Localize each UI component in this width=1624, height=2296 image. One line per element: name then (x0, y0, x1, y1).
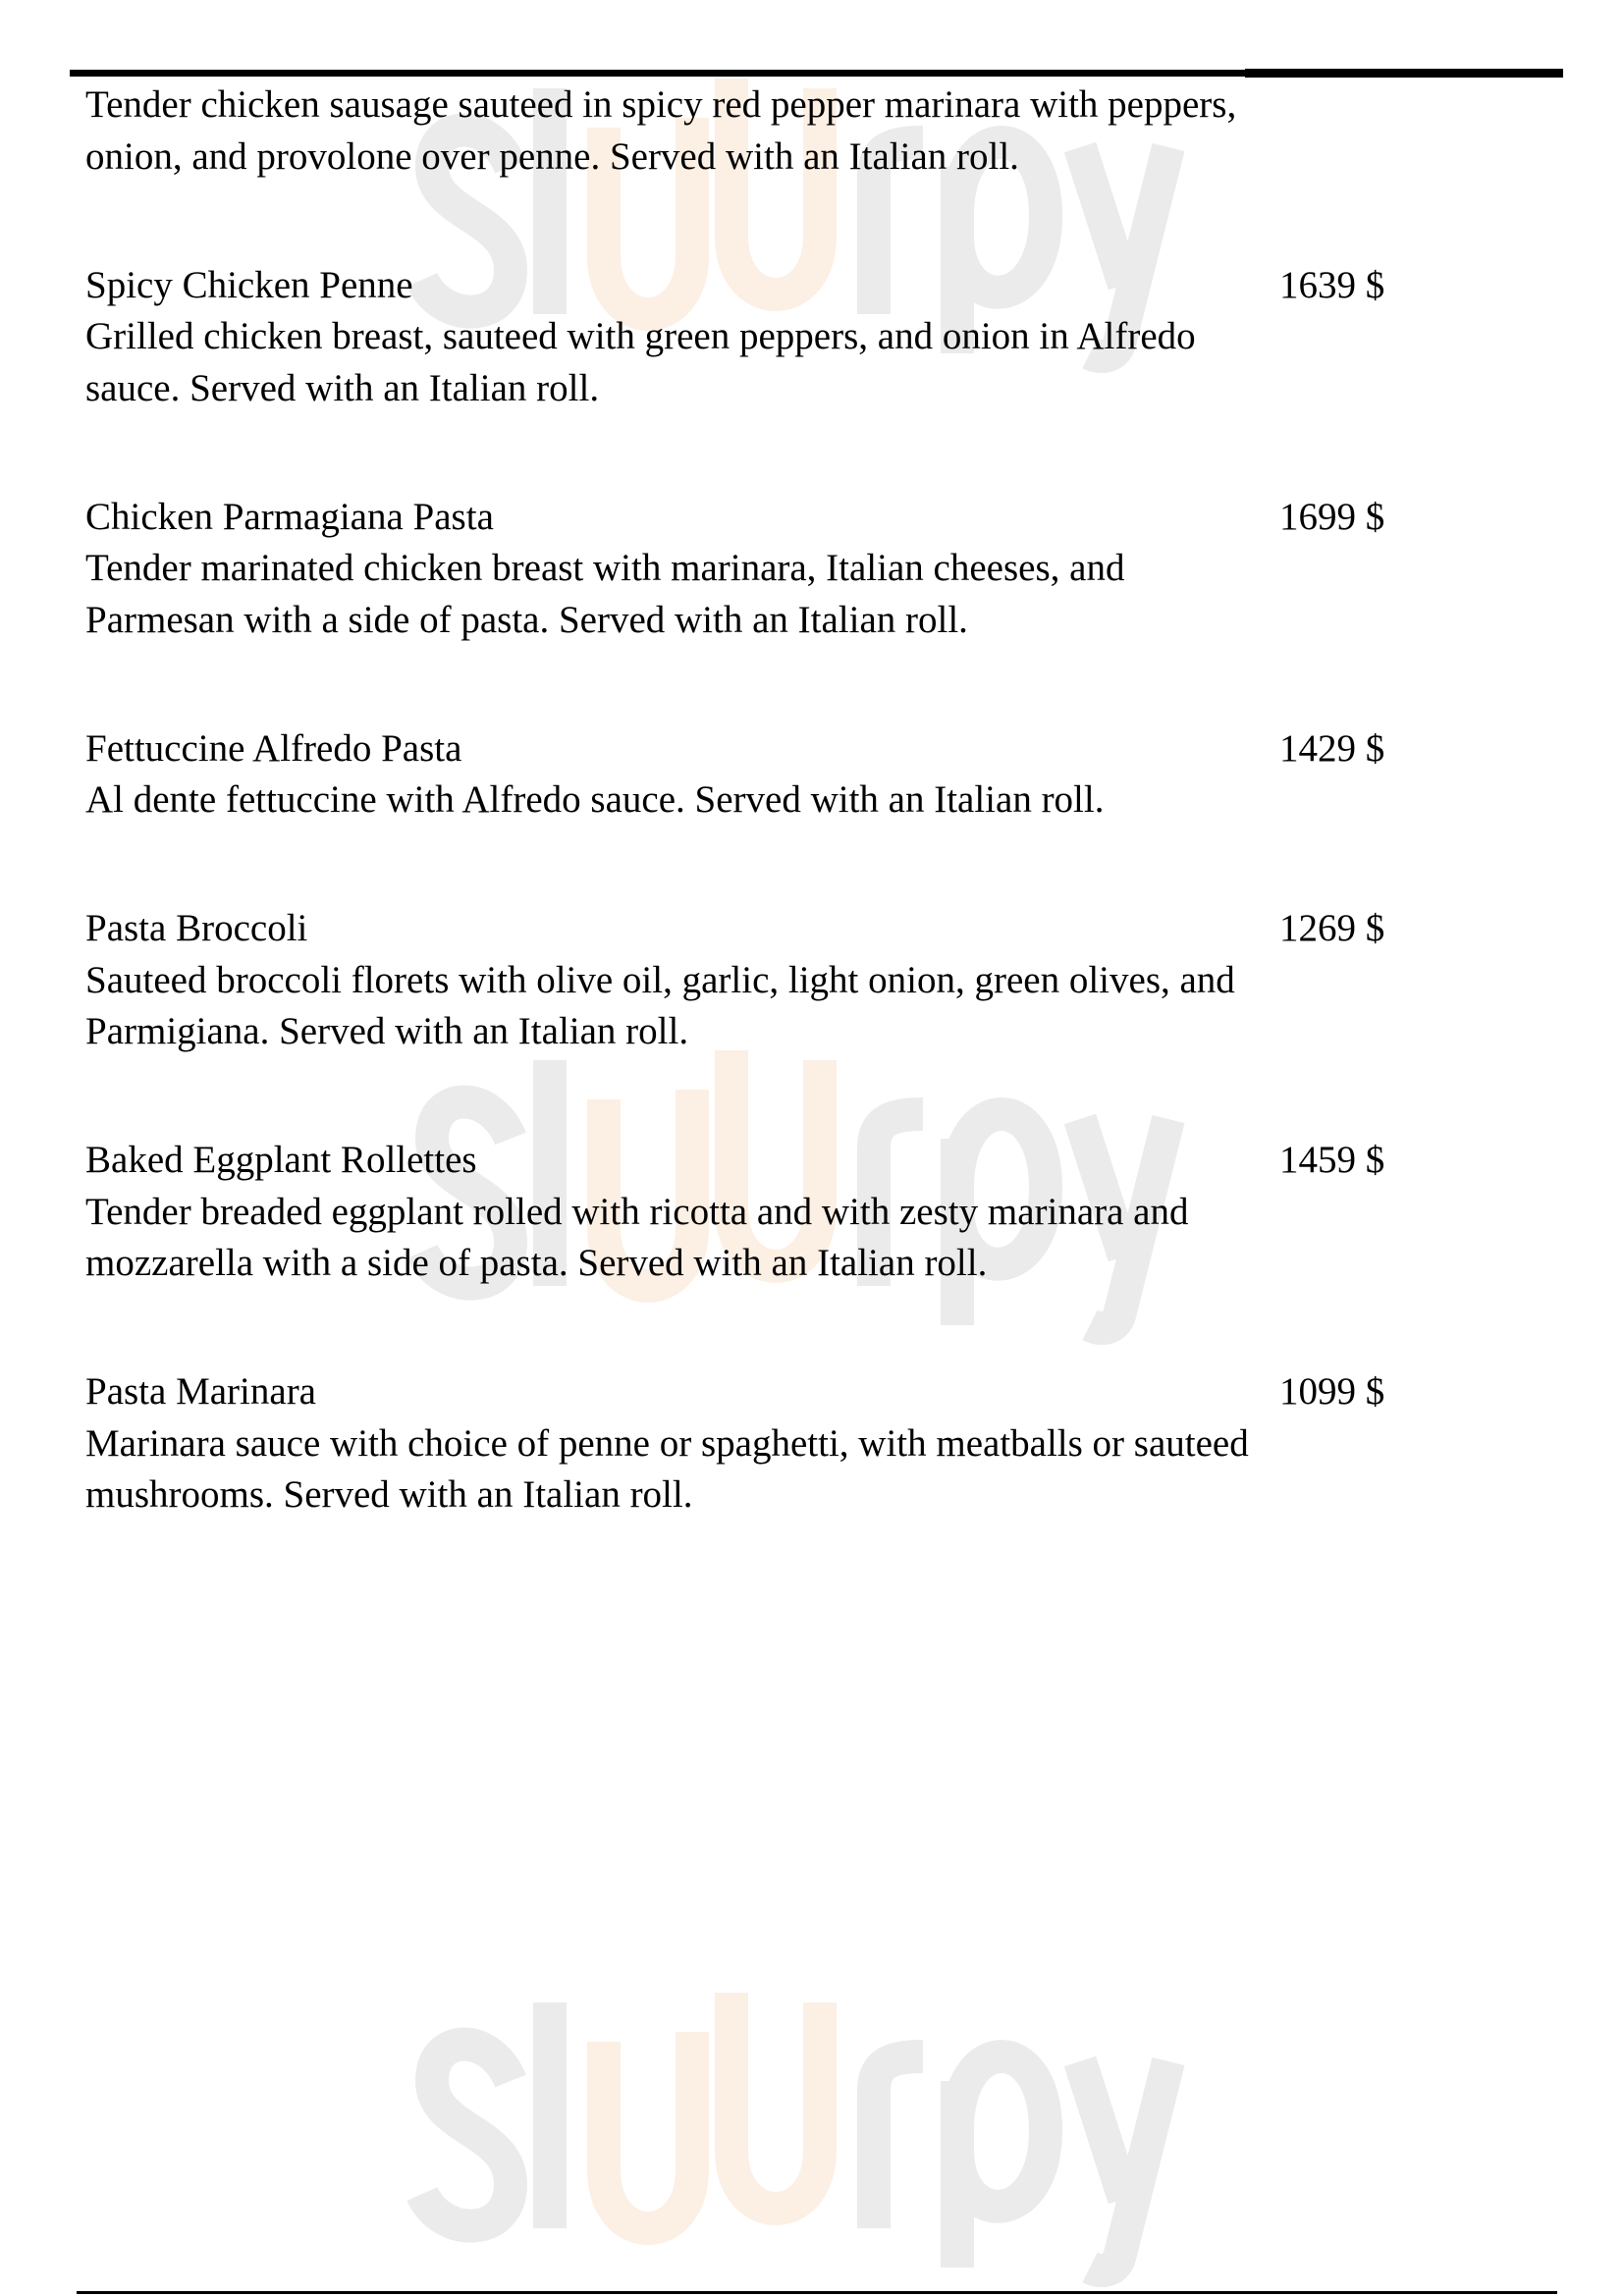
menu-item (85, 260, 1617, 415)
item-name: Fettuccine Alfredo Pasta (85, 726, 462, 770)
menu-item (85, 903, 1617, 1058)
top-rule (70, 70, 1246, 77)
menu-item (85, 492, 1617, 647)
menu-item (85, 1135, 1617, 1290)
menu-list (85, 80, 1617, 1598)
item-name: Chicken Parmagiana Pasta (85, 495, 494, 538)
item-description: Al dente fettuccine with Alfredo sauce. Served with an Italian roll. (85, 778, 1105, 821)
watermark-logo (393, 1973, 1237, 2287)
item-price: 1459 $ (1279, 1139, 1385, 1181)
item-description: Tender chicken sausage sauteed in spicy red pepper marinara with peppers, onion, and provolone over penne. Served with an Italian roll. (85, 83, 1237, 178)
item-price: 1269 $ (1279, 907, 1385, 949)
item-price: 1099 $ (1279, 1370, 1385, 1413)
item-name: Spicy Chicken Penne (85, 263, 413, 306)
item-name: Pasta Broccoli (85, 907, 308, 949)
item-description: Sauteed broccoli florets with olive oil, garlic, light onion, green olives, and Parmigiana. Served with an Italian roll. (85, 958, 1235, 1052)
item-name: Baked Eggplant Rollettes (85, 1139, 477, 1181)
bottom-rule (77, 2291, 1557, 2294)
item-price: 1429 $ (1279, 726, 1385, 770)
item-price: 1699 $ (1279, 495, 1385, 538)
item-description: Tender breaded eggplant rolled with ricotta and with zesty marinara and mozzarella with a side of pasta. Served with an Italian roll. (85, 1190, 1189, 1284)
intro-item (85, 80, 1617, 183)
item-description: Marinara sauce with choice of penne or spaghetti, with meatballs or sauteed mushrooms. Served with an Italian roll. (85, 1421, 1249, 1516)
menu-item (85, 723, 1617, 827)
top-rule-price-column (1245, 69, 1563, 78)
item-description: Tender marinated chicken breast with marinara, Italian cheeses, and Parmesan with a side of pasta. Served with an Italian roll. (85, 547, 1125, 641)
menu-item (85, 1366, 1617, 1522)
item-description: Grilled chicken breast, sauteed with green peppers, and onion in Alfredo sauce. Served with an Italian roll. (85, 315, 1196, 409)
item-price: 1639 $ (1279, 263, 1385, 306)
item-name: Pasta Marinara (85, 1370, 316, 1413)
